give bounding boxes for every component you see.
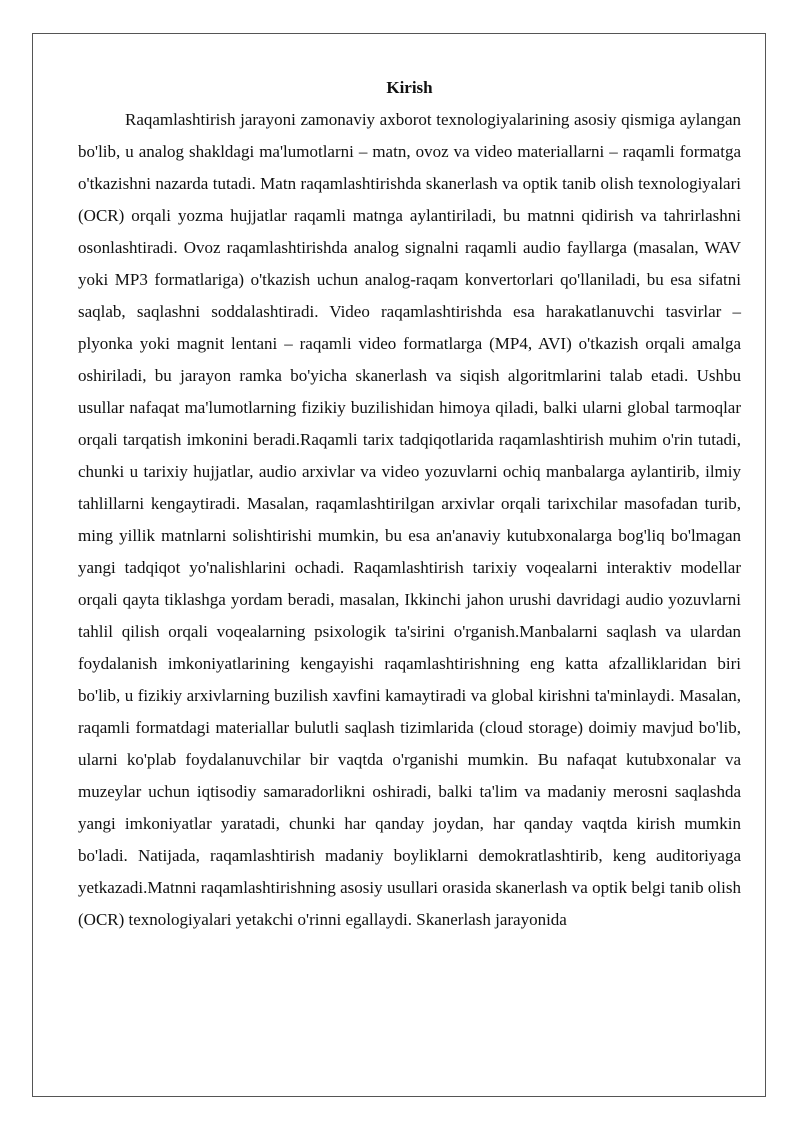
body-paragraph: Raqamlashtirish jarayoni zamonaviy axborot texnologiyalarining asosiy qismiga aylangan bo'lib, u analog shakldagi ma'lumotlarni – matn, ovoz va video materiallarni – raqamli formatga o'tkazishni nazarda tutadi. Matn raqamlashtirishda skanerlash va optik tanib olish texnologiyalari (OCR) orqali yozma hujjatlar raqamli matnga aylantiriladi, bu matnni qidirish va tahrirlashni osonlashtiradi. Ovoz raqamlashtirishda analog signalni raqamli audio fayllarga (masalan, WAV yoki MP3 formatlariga) o'tkazish uchun analog-raqam konvertorlari qo'llaniladi, bu esa sifatni saqlab, saqlashni soddalashtiradi. Video raqamlashtirishda esa harakatlanuvchi tasvirlar – plyonka yoki magnit lentani – raqamli video formatlarga (MP4, AVI) o'tkazish orqali amalga oshiriladi, bu jarayon ramka bo'yicha skanerlash va siqish algoritmlarini talab etadi. Ushbu usullar nafaqat ma'lumotlarning fizikiy buzilishidan himoya qiladi, balki ularni global tarmoqlar orqali tarqatish imkonini beradi.Raqamli tarix tadqiqotlarida raqamlashtirish muhim o'rin tutadi, chunki u tarixiy hujjatlar, audio arxivlar va video yozuvlarni ochiq manbalarga aylantirib, ilmiy tahlillarni kengaytiradi. Masalan, raqamlashtirilgan arxivlar orqali tarixchilar masofadan turib, ming yillik matnlarni solishtirishi mumkin, bu esa an'anaviy kutubxonalarga bog'liq bo'lmagan yangi tadqiqot yo'nalishlarini ochadi. Raqamlashtirish tarixiy voqealarni interaktiv modellar orqali qayta tiklashga yordam beradi, masalan, Ikkinchi jahon urushi davridagi audio yozuvlarni tahlil qilish orqali voqealarning psixologik ta'sirini o'rganish.Manbalarni saqlash va ulardan foydalanish imkoniyatlarining kengayishi raqamlashtirishning eng katta afzalliklaridan biri bo'lib, u fizikiy arxivlarning buzilish xavfini kamaytiradi va global kirishni ta'minlaydi. Masalan, raqamli formatdagi materiallar bulutli saqlash tizimlarida (cloud storage) doimiy mavjud bo'lib, ularni ko'plab foydalanuvchilar bir vaqtda o'rganishi mumkin. Bu nafaqat kutubxonalar va muzeylar uchun iqtisodiy samaradorlikni oshiradi, balki ta'lim va madaniy merosni saqlashda yangi imkoniyatlar yaratadi, chunki har qanday joydan, har qanday vaqtda kirish mumkin bo'ladi. Natijada, raqamlashtirish madaniy boyliklarni demokratlashtirib, keng auditoriyaga yetkazadi.Matnni raqamlashtirishning asosiy usullari orasida skanerlash va optik belgi tanib olish (OCR) texnologiyalari yetakchi o'rinni egallaydi. Skanerlash jarayonida [78,110,741,929]
document-content [78,72,741,936]
document-title: Kirish [386,78,433,97]
